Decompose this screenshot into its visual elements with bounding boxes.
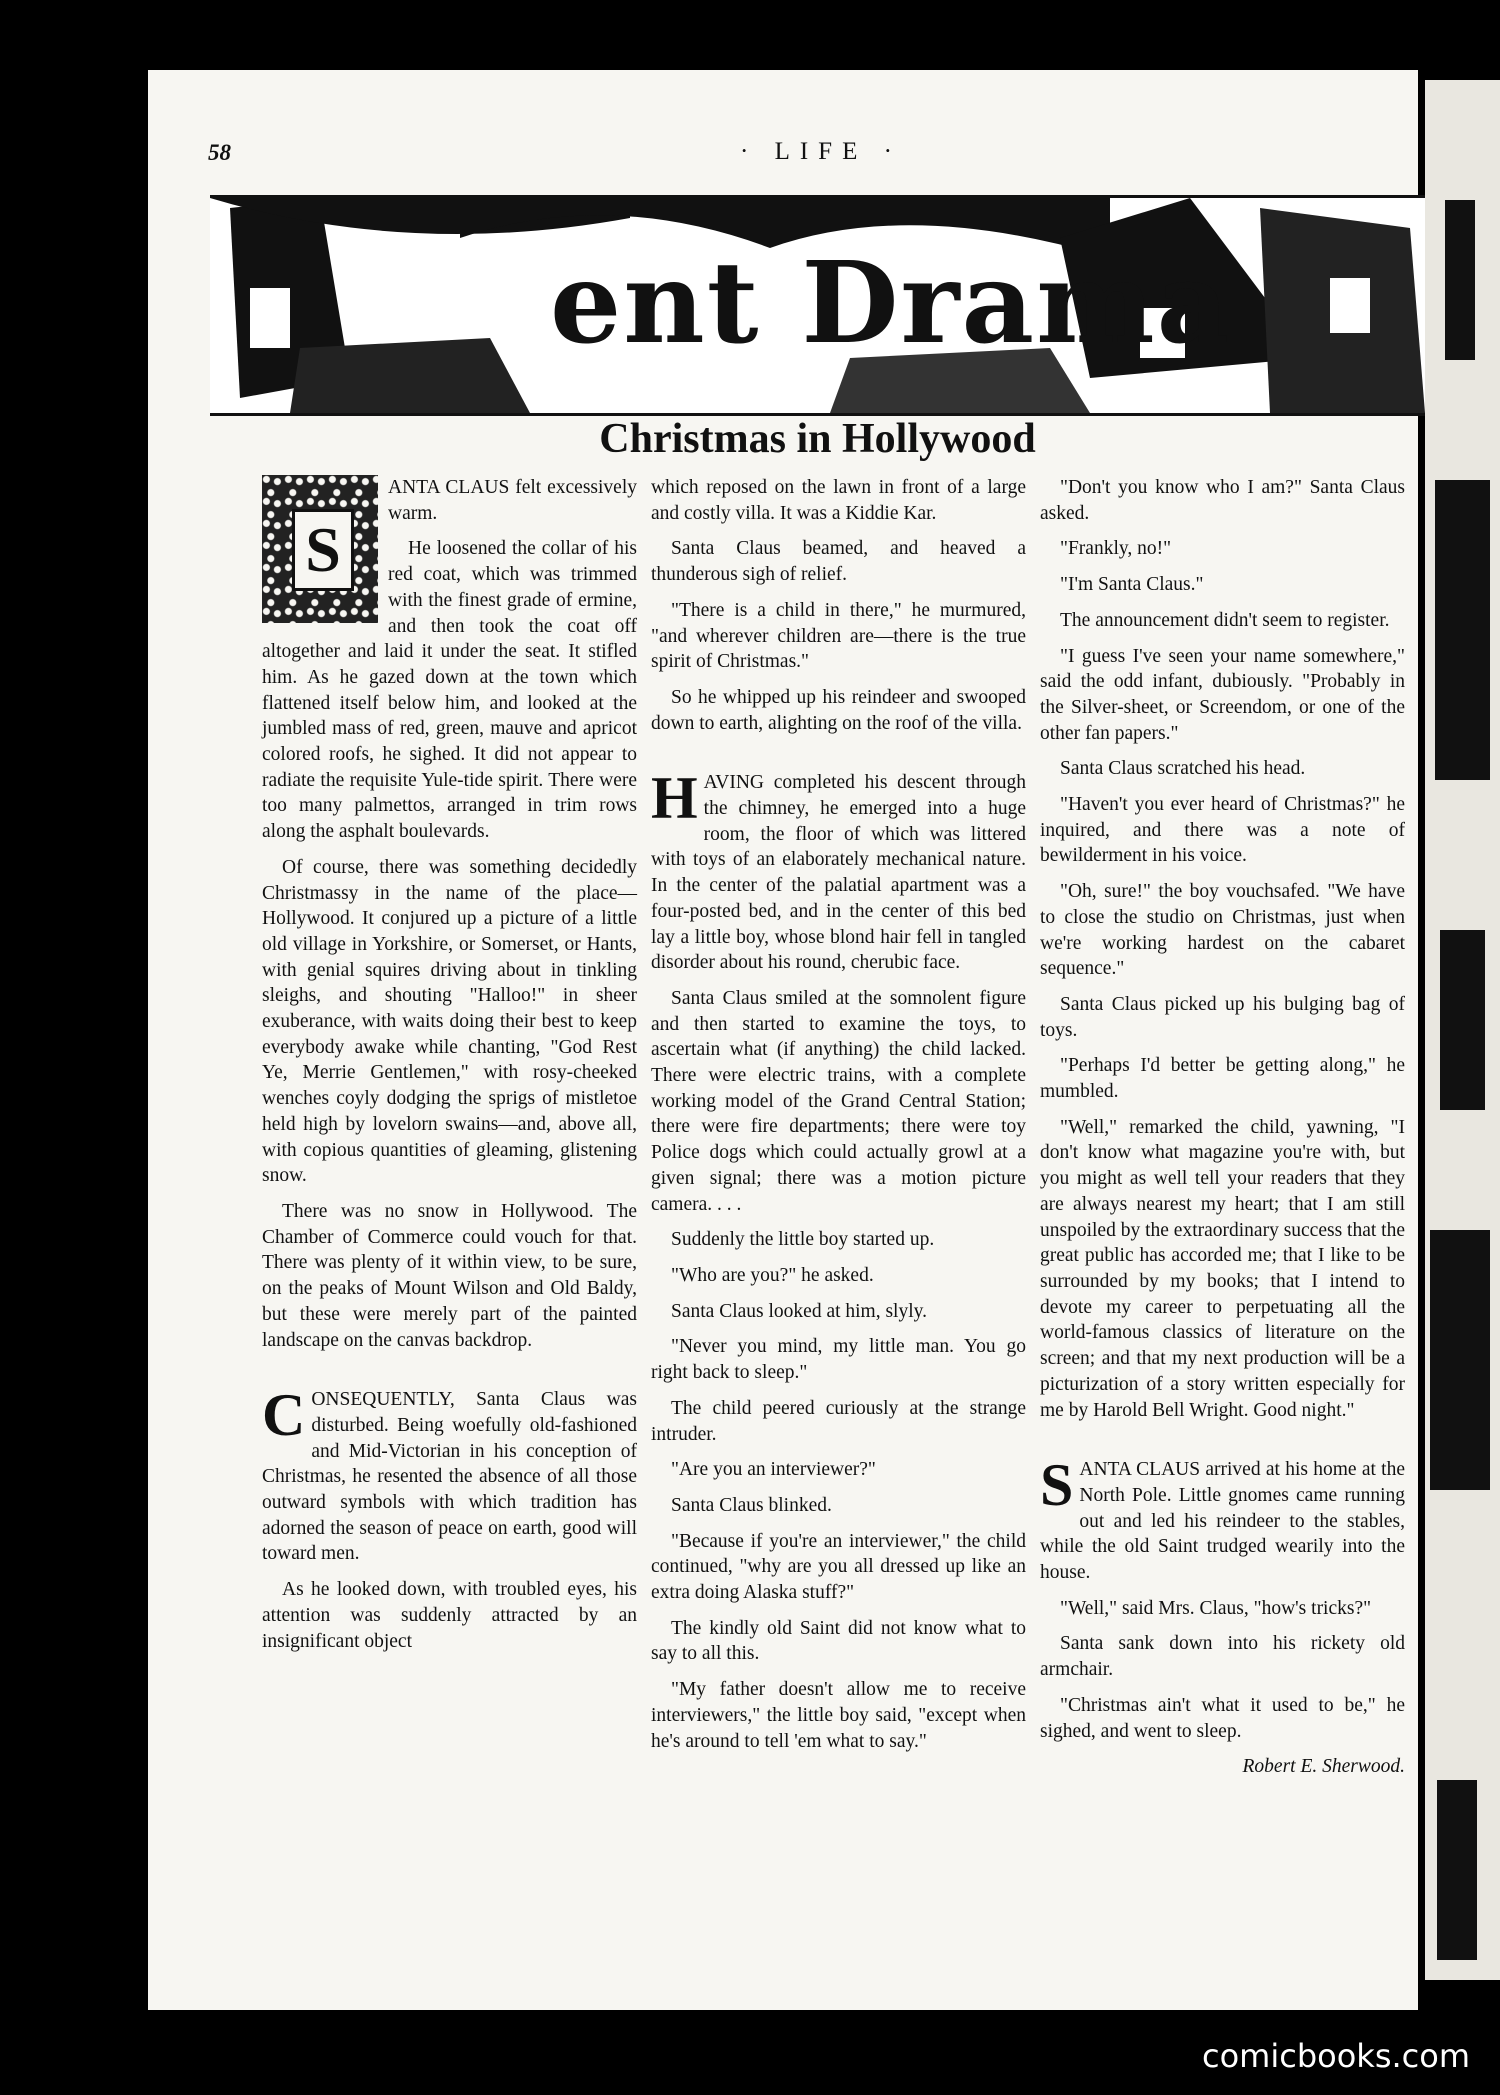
initial-letter: H [651,765,698,832]
paragraph: Santa Claus blinked. [671,1494,832,1516]
paragraph: "Christmas ain't what it used to be," he sighed, and went to sleep. [1040,1694,1405,1742]
paragraph: Santa Claus looked at him, slyly. [671,1300,928,1322]
magazine-title: · LIFE · [740,138,902,165]
paragraph: Santa Claus picked up his bulging bag of toys. [1040,993,1405,1041]
paragraph: "There is a child in there," he murmured, "and wherever children are—there is the true spirit of Christmas." [651,599,1026,673]
paragraph: "Well," said Mrs. Claus, "how's tricks?" [1060,1597,1372,1619]
paragraph: He loosened the collar of his red coat, which was trimmed with the finest grade of ermine, and then took the coat off altogether and laid it under the seat. It stifled him. As he gazed down at the town which flattened itself below him, and looked at the jumbled mass of red, green, mauve and apricot colored roofs, he sighed. It did not appear to radiate the requisite Yule-tide spirit. There were too many palmettos, arranged in trim rows along the asphalt boulevards. [262,538,637,843]
paragraph: "Are you an interviewer?" [671,1459,876,1481]
article-column-2 [651,475,1026,1764]
paragraph: "I'm Santa Claus." [1060,574,1204,596]
paragraph: Santa sank down into his rickety old armchair. [1040,1633,1405,1681]
paragraph: ANTA CLAUS felt excessively warm. [388,477,637,524]
facing-page-edge [1425,80,1500,1980]
site-watermark: comicbooks.com [1201,2037,1470,2075]
paragraph: Of course, there was something decidedly Christmassy in the name of the place—Hollywood. It conjured up a picture of a little old village in Yorkshire, or Somerset, or Hants, with genial squires driving about in tinkling sleighs, and shouting "Halloo!" in sheer exuberance, with waits doing their best to keep everybody awake while chanting, "God Rest Ye, Merrie Gentlemen," with rosy-cheeked wenches coyly dodging the sprigs of mistletoe held high by lovelorn swains—and, above all, with copious quantities of gleaming, glistening snow. [262,856,637,1187]
paragraph: "Haven't you ever heard of Christmas?" he inquired, and there was a note of bewilderment in his voice. [1040,794,1405,867]
paragraph: The kindly old Saint did not know what to say to all this. [651,1617,1026,1665]
article-column-3 [1040,475,1405,1780]
paragraph: HAVING completed his descent through the chimney, he emerged into a huge room, the floor of which was littered with toys of an elaborately mechanical nature. In the center of the palatial apartment was a four-posted bed, and in the center of this bed lay a little boy, whose blond hair fell in tangled disorder about his round, cherubic face. [651,765,1026,974]
article-title: Christmas in Hollywood [599,416,1036,462]
paragraph: "Frankly, no!" [1060,538,1172,560]
author-byline: Robert E. Sherwood. [1242,1756,1405,1778]
dropcap-letter: S [292,509,354,591]
paragraph: Santa Claus smiled at the somnolent figure and then started to examine the toys, to ascertain what (if anything) the child lacked. There were electric trains, with a complete working model of the Grand Central Station; there were fire departments; there were toy Police dogs which could actually growl at a given signal; there was a motion picture camera. . . . [651,987,1026,1215]
paragraph: So he whipped up his reindeer and swooped down to earth, alighting on the roof of the villa. [651,686,1026,734]
paragraph: which reposed on the lawn in front of a large and costly villa. It was a Kiddie Kar. [651,477,1026,524]
article-column-1 [262,475,637,1664]
ornamental-dropcap [262,475,378,623]
paragraph: "Don't you know who I am?" Santa Claus asked. [1040,477,1405,524]
paragraph: "Oh, sure!" the boy vouchsafed. "We have to close the studio on Christmas, just when we're working hardest on the cabaret sequence." [1040,881,1405,980]
paragraph: "Who are you?" he asked. [671,1264,874,1286]
paragraph: As he looked down, with troubled eyes, his attention was suddenly attracted by an insignificant object [262,1579,637,1652]
banner-title: ent Drama [550,238,1232,369]
paragraph: Suddenly the little boy started up. [671,1229,935,1251]
paragraph: Santa Claus scratched his head. [1060,758,1306,780]
section-banner [210,195,1425,416]
paragraph: "Never you mind, my little man. You go right back to sleep." [651,1336,1026,1384]
initial-letter: S [1040,1452,1074,1519]
paragraph: SANTA CLAUS arrived at his home at the North Pole. Little gnomes came running out and led his reindeer to the stables, while the old Saint trudged wearily into the house. [1040,1452,1405,1584]
paragraph: "Well," remarked the child, yawning, "I don't know what magazine you're with, but you might as well tell your readers that they are always nearest my heart; that I am still unspoiled by the extraordinary success that the great public has accorded me; that I like to be surrounded by my books; that I intend to devote my career to perpetuating all the world-famous classics of literature on the screen; and that my next production will be a picturization of a story written especially for me by Harold Bell Wright. Good night." [1040,1116,1405,1421]
initial-letter: C [262,1382,306,1449]
paragraph: There was no snow in Hollywood. The Chamber of Commerce could vouch for that. There was plenty of it within view, to be sure, on the peaks of Mount Wilson and Old Baldy, but these were merely part of the painted landscape on the canvas backdrop. [262,1200,637,1351]
paragraph: "My father doesn't allow me to receive interviewers," the little boy said, "except when he's around to tell 'em what to say." [651,1679,1026,1752]
paragraph: "Perhaps I'd better be getting along," he mumbled. [1040,1055,1405,1103]
paragraph: "I guess I've seen your name somewhere," said the odd infant, dubiously. "Probably in the Silver-sheet, or Screendom, or one of the other fan papers." [1040,645,1405,744]
paragraph: CONSEQUENTLY, Santa Claus was disturbed. Being woefully old-fashioned and Mid-Victorian in his conception of Christmas, he resented the absence of all those outward symbols with which tradition has adorned the season of peace on earth, good will toward men. [262,1382,637,1565]
paragraph: "Because if you're an interviewer," the child continued, "why are you all dressed up like an extra doing Alaska stuff?" [651,1530,1026,1604]
paragraph: Santa Claus beamed, and heaved a thunderous sigh of relief. [651,538,1026,586]
paragraph: The child peered curiously at the strange intruder. [651,1397,1026,1445]
paragraph: The announcement didn't seem to register. [1060,609,1390,631]
page-number: 58 [208,140,231,165]
